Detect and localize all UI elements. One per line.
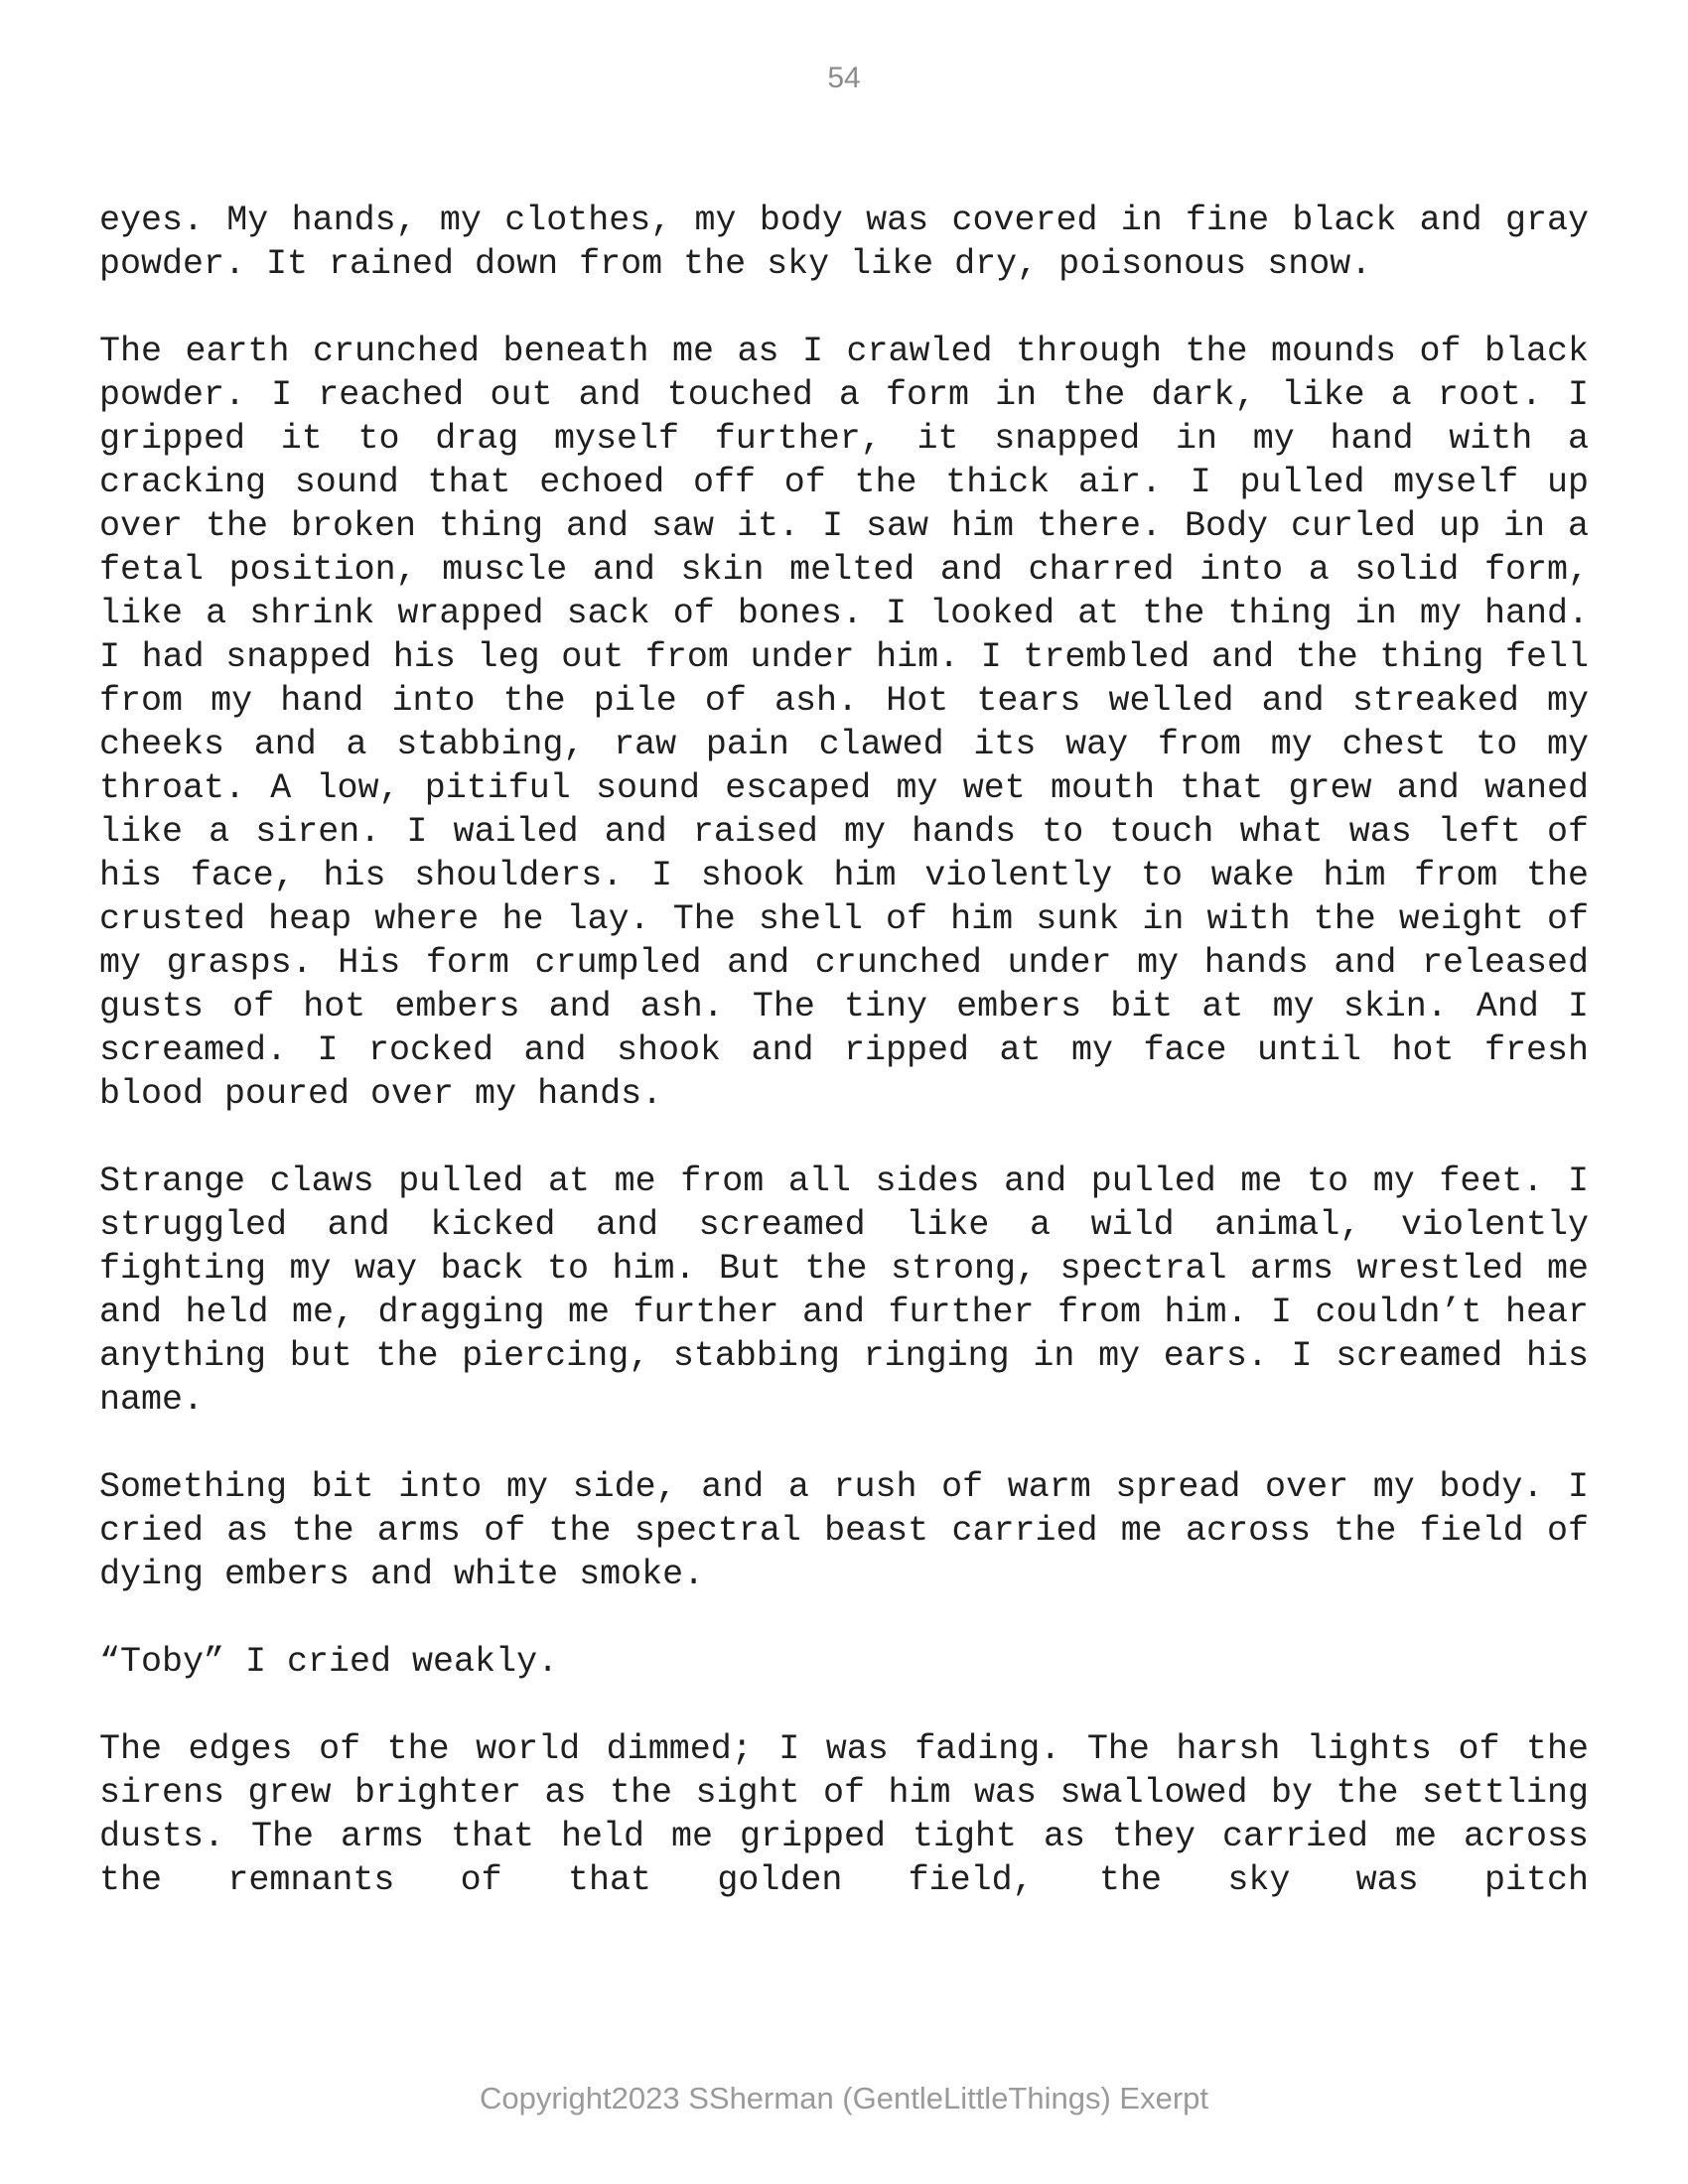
- manuscript-body: [99, 199, 1589, 1902]
- paragraph: Strange claws pulled at me from all sides and pulled me to my feet. I struggled and kicked and screamed like a wild animal, violently fighting my way back to him. But the strong, spectral arms wrestled me and held me, dragging me further and further from him. I couldn’t hear anything but the piercing, stabbing ringing in my ears. I screamed his name.: [99, 1161, 1589, 1420]
- paragraph: eyes. My hands, my clothes, my body was covered in fine black and gray powder. It rained down from the sky like dry, poisonous snow.: [99, 201, 1589, 284]
- paragraph: “Toby” I cried weakly.: [99, 1642, 559, 1682]
- paragraph: The edges of the world dimmed; I was fading. The harsh lights of the sirens grew brighter as the sight of him was swallowed by the settling dusts. The arms that held me gripped tight as they carried me across the remnants of that golden field, the sky was pitch: [99, 1729, 1589, 1900]
- paragraph: Something bit into my side, and a rush of warm spread over my body. I cried as the arms of the spectral beast carried me across the field of dying embers and white smoke.: [99, 1467, 1589, 1594]
- paragraph: The earth crunched beneath me as I crawled through the mounds of black powder. I reached out and touched a form in the dark, like a root. I gripped it to drag myself further, it snapped in my hand with a cracking sound that echoed off of the thick air. I pulled myself up over the broken thing and saw it. I saw him there. Body curled up in a fetal position, muscle and skin melted and charred into a solid form, like a shrink wrapped sack of bones. I looked at the thing in my hand. I had snapped his leg out from under him. I trembled and the thing fell from my hand into the pile of ash. Hot tears welled and streaked my cheeks and a stabbing, raw pain clawed its way from my chest to my throat. A low, pitiful sound escaped my wet mouth that grew and waned like a siren. I wailed and raised my hands to touch what was left of his face, his shoulders. I shook him violently to wake him from the crusted heap where he lay. The shell of him sunk in with the weight of my grasps. His form crumpled and crunched under my hands and released gusts of hot embers and ash. The tiny embers bit at my skin. And I screamed. I rocked and shook and ripped at my face until hot fresh blood poured over my hands.: [99, 332, 1589, 1114]
- copyright-footer: Copyright2023 SSherman (GentleLittleThings) Exerpt: [479, 2081, 1209, 2116]
- page-number: 54: [827, 62, 861, 94]
